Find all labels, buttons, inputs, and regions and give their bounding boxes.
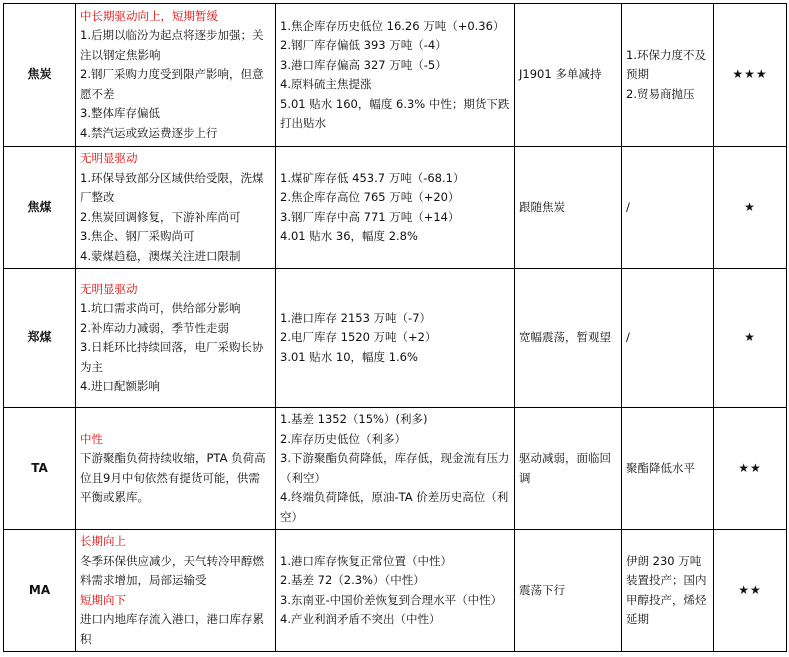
driver-line: 3.日耗环比持续回落，电厂采购长协为主 xyxy=(80,340,264,374)
driver-headline: 无明显驱动 xyxy=(80,151,138,165)
drivers-cell xyxy=(76,269,276,408)
fundamental-line: 1.港口库存 2153 万吨（-7） xyxy=(280,310,432,325)
fundamental-line: 1.基差 1352（15%）(利多) xyxy=(280,412,428,426)
fundamental-line: 3.港口库存偏高 327 万吨（-5） xyxy=(280,57,447,72)
driver-line: 2.焦炭回调修复，下游补库尚可 xyxy=(80,209,241,224)
driver-line: 1.环保导致部分区域供给受限，洗煤厂整改 xyxy=(80,170,264,204)
rating-stars: ★ xyxy=(714,147,787,269)
drivers-cell xyxy=(76,4,276,147)
commodity-name: 焦煤 xyxy=(4,147,76,269)
strategy-cell: 宽幅震荡，暂观望 xyxy=(515,269,622,408)
risk-cell: / xyxy=(622,269,714,408)
driver-line: 下游聚酯负荷持续收缩，PTA 负荷高位且9月中旬依然有提货可能，供需平衡或累库。 xyxy=(80,451,266,504)
fundamentals-cell xyxy=(276,269,515,408)
fundamental-line: 2.库存历史低位（利多） xyxy=(280,431,406,446)
strategy-cell: 震荡下行 xyxy=(515,530,622,652)
driver-headline: 无明显驱动 xyxy=(80,281,138,296)
commodity-name: 郑煤 xyxy=(4,269,76,408)
commodity-strategy-table xyxy=(3,3,787,652)
driver-line: 4.禁汽运或致运费逐步上行 xyxy=(80,125,218,140)
fundamental-line: 3.下游聚酯负荷降低，库存低，现金流有压力（利空） xyxy=(280,451,510,485)
table-row xyxy=(4,530,787,652)
fundamental-line: 1.焦企库存历史低位 16.26 万吨（+0.36） xyxy=(280,18,505,33)
fundamental-line: 3.钢厂库存中高 771 万吨（+14） xyxy=(280,209,460,224)
driver-line: 1.后期以临汾为起点将逐步加强；关注以钢定焦影响 xyxy=(80,28,264,62)
fundamental-line: 3.东南亚-中国价差恢复到合理水平（中性） xyxy=(280,592,503,607)
fundamental-line: 5.01 贴水 160，幅度 6.3% 中性；期货下跌打出贴水 xyxy=(280,96,510,130)
fundamental-line: 2.基差 72（2.3%）（中性） xyxy=(280,573,425,587)
driver-line: 4.蒙煤趋稳，澳煤关注进口限制 xyxy=(80,248,241,263)
commodity-name: 焦炭 xyxy=(4,4,76,147)
driver-line: 2.钢厂采购力度受到限产影响，但意愿不差 xyxy=(80,67,264,101)
rating-stars: ★★ xyxy=(714,530,787,652)
driver-line: 冬季环保供应减少，天气转冷甲醇燃料需求增加，局部运输受 xyxy=(80,553,264,587)
driver-headline: 中长期驱动向上，短期暂缓 xyxy=(80,8,218,23)
strategy-cell: 跟随焦炭 xyxy=(515,147,622,269)
driver-headline: 中性 xyxy=(80,431,103,446)
strategy-cell: 驱动减弱，面临回调 xyxy=(515,408,622,530)
driver-line: 4.进口配额影响 xyxy=(80,379,160,393)
driver-line: 进口内地库存流入港口，港口库存累积 xyxy=(80,612,264,646)
fundamental-line: 2.钢厂库存偏低 393 万吨（-4） xyxy=(280,38,447,52)
commodity-name: TA xyxy=(4,408,76,530)
driver-line: 1.坑口需求尚可，供给部分影响 xyxy=(80,301,241,315)
risk-cell: 聚酯降低水平 xyxy=(622,408,714,530)
fundamental-line: 4.原料硫主焦提涨 xyxy=(280,77,372,91)
table-row xyxy=(4,4,787,147)
fundamentals-cell xyxy=(276,4,515,147)
driver-headline: 长期向上 xyxy=(80,534,126,548)
driver-subheadline: 短期向下 xyxy=(80,592,126,607)
fundamental-line: 1.煤矿库存低 453.7 万吨（-68.1） xyxy=(280,170,465,185)
drivers-cell xyxy=(76,147,276,269)
fundamental-line: 4.产业利润矛盾不突出（中性） xyxy=(280,612,441,626)
fundamentals-cell xyxy=(276,147,515,269)
driver-line: 2.补库动力减弱，季节性走弱 xyxy=(80,320,229,335)
fundamental-line: 2.焦企库存高位 765 万吨（+20） xyxy=(280,190,460,204)
fundamentals-cell xyxy=(276,530,515,652)
fundamental-line: 1.港口库存恢复正常位置（中性） xyxy=(280,553,452,568)
driver-line: 3.焦企、钢厂采购尚可 xyxy=(80,229,195,243)
drivers-cell xyxy=(76,408,276,530)
table-row xyxy=(4,269,787,408)
risk-cell: 伊朗 230 万吨装置投产；国内甲醇投产，烯烃延期 xyxy=(622,530,714,652)
drivers-cell xyxy=(76,530,276,652)
table-row xyxy=(4,408,787,530)
strategy-cell: J1901 多单减持 xyxy=(515,4,622,147)
risk-cell: 1.环保力度不及预期 2.贸易商抛压 xyxy=(622,4,714,147)
driver-line: 3.整体库存偏低 xyxy=(80,106,160,121)
fundamental-line: 2.电厂库存 1520 万吨（+2） xyxy=(280,330,437,345)
fundamental-line: 4.01 贴水 36，幅度 2.8% xyxy=(280,229,418,243)
rating-stars: ★ xyxy=(714,269,787,408)
fundamentals-cell xyxy=(276,408,515,530)
commodity-name: MA xyxy=(4,530,76,652)
rating-stars: ★★ xyxy=(714,408,787,530)
risk-cell: / xyxy=(622,147,714,269)
fundamental-line: 3.01 贴水 10，幅度 1.6% xyxy=(280,349,418,364)
fundamental-line: 4.终端负荷降低，原油-TA 价差历史高位（利空） xyxy=(280,490,509,524)
table-row xyxy=(4,147,787,269)
rating-stars: ★★★ xyxy=(714,4,787,147)
